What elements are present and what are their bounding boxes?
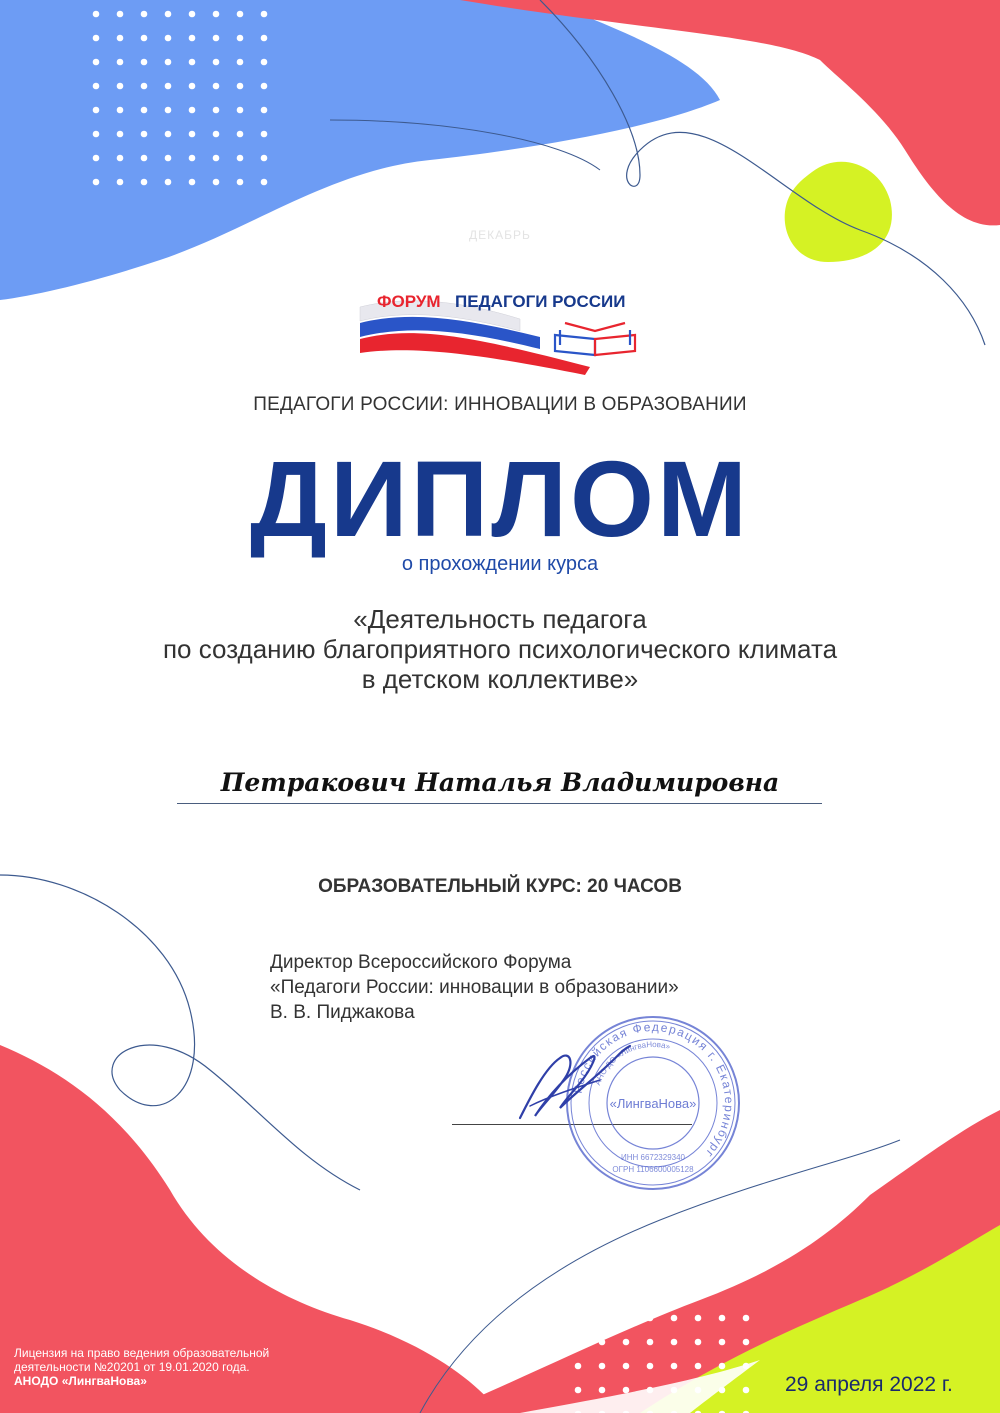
director-line: «Педагоги России: инновации в образовании» bbox=[270, 977, 679, 998]
forum-logo bbox=[355, 285, 655, 380]
director-line: Директор Всероссийского Форума bbox=[270, 952, 572, 973]
logo-word-2: ПЕДАГОГИ РОССИИ bbox=[455, 292, 626, 311]
logo-word-1: ФОРУМ bbox=[377, 292, 441, 311]
stamp-inner-text: АНО ДО «ЛингваНова» bbox=[593, 1039, 672, 1087]
director-line: В. В. Пиджакова bbox=[270, 1002, 415, 1023]
course-line: по созданию благоприятного психологического климата bbox=[162, 634, 838, 664]
license-block bbox=[14, 1346, 269, 1388]
director-signature bbox=[500, 1038, 640, 1128]
course-line: «Деятельность педагога bbox=[353, 604, 647, 634]
stamp-center-text: «ЛингваНова» bbox=[609, 1096, 697, 1111]
course-line: в детском коллективе» bbox=[361, 664, 639, 694]
stamp-inn: ИНН 6672329340 bbox=[620, 1153, 686, 1162]
forum-name: ПЕДАГОГИ РОССИИ: ИННОВАЦИИ В ОБРАЗОВАНИИ bbox=[253, 394, 747, 415]
recipient-name: Петракович Наталья Владимировна bbox=[220, 768, 780, 797]
issue-date: 29 апреля 2022 г. bbox=[785, 1373, 953, 1396]
license-line: Лицензия на право ведения образовательной bbox=[14, 1346, 270, 1360]
course-hours: ОБРАЗОВАТЕЛЬНЫЙ КУРС: 20 ЧАСОВ bbox=[318, 876, 682, 897]
faint-month-text: ДЕКАБРЬ bbox=[469, 228, 531, 242]
diploma-title: ДИПЛОМ bbox=[250, 438, 750, 559]
lime-blob-top-right bbox=[785, 162, 892, 262]
license-line: деятельности №20201 от 19.01.2020 года. bbox=[14, 1360, 250, 1374]
stamp-outer-text: Российская Федерация г. Екатеринбург bbox=[570, 1019, 737, 1162]
book-icon bbox=[555, 323, 635, 355]
stamp-ogrn: ОГРН 1106600005128 bbox=[612, 1165, 694, 1174]
recipient-underline bbox=[177, 803, 822, 804]
blue-wave-top-left bbox=[0, 0, 720, 300]
license-org: АНОДО «ЛингваНова» bbox=[14, 1374, 147, 1388]
course-title bbox=[0, 604, 1000, 694]
diploma-subtitle: о прохождении курса bbox=[401, 553, 599, 575]
